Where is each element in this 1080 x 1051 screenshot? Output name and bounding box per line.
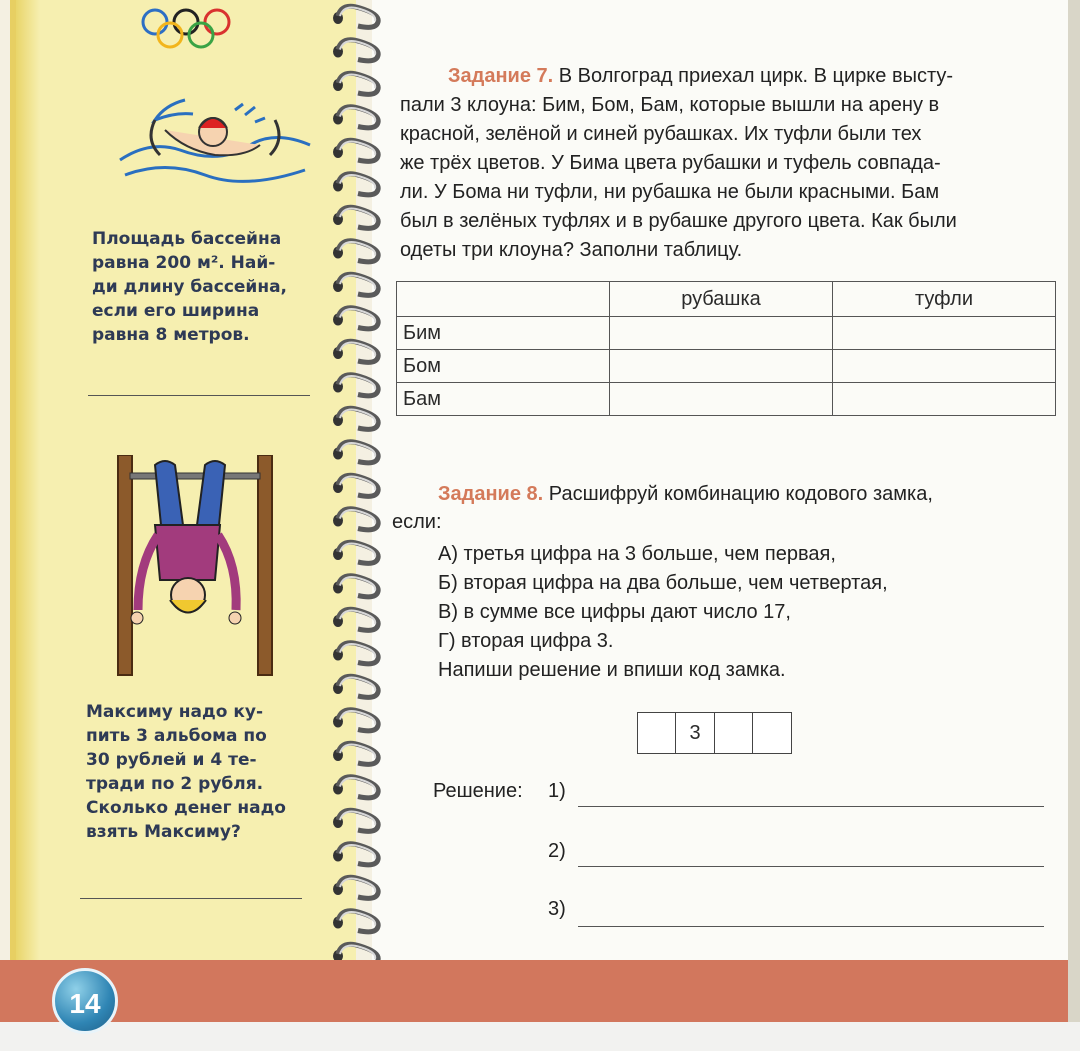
text-line: 30 рублей и 4 те- [86, 750, 257, 770]
spiral-coil [333, 844, 378, 865]
spiral-coil [333, 777, 378, 798]
row-label: Бом [397, 350, 610, 383]
table-header-cell: туфли [833, 282, 1056, 317]
lock-digit-box[interactable]: 3 [675, 712, 715, 754]
lock-digit-box[interactable] [714, 712, 754, 754]
text-line: ди длину бассейна, [92, 277, 288, 297]
table-header-row [397, 282, 1056, 317]
row-label: Бим [397, 317, 610, 350]
task-7-heading: Задание 7. [448, 65, 554, 87]
spiral-coil [333, 341, 378, 362]
spiral-coil [333, 576, 378, 597]
sidebar-puzzle-money [86, 700, 311, 844]
spiral-coil [333, 73, 378, 94]
condition-item: А) третья цифра на 3 больше, чем первая, [438, 543, 836, 565]
spiral-coil [333, 308, 378, 329]
bottom-margin [0, 1022, 1080, 1051]
condition-item: В) в сумме все цифры дают число 17, [438, 601, 791, 623]
spiral-coil [333, 375, 378, 396]
spiral-coil [333, 207, 378, 228]
spiral-coil [333, 911, 378, 932]
spiral-coil [333, 676, 378, 697]
text-line: Расшифруй комбинацию кодового замка, [548, 483, 933, 505]
spiral-coil [333, 174, 378, 195]
task-7 [400, 62, 1060, 265]
table-cell[interactable] [833, 383, 1056, 416]
solution-step-number: 2) [548, 840, 566, 862]
spiral-coil [333, 743, 378, 764]
table-header-cell: рубашка [610, 282, 833, 317]
text-line: взять Максиму? [86, 822, 241, 842]
spiral-coil [333, 810, 378, 831]
solution-step-number: 3) [548, 898, 566, 920]
solution-line[interactable] [578, 926, 1044, 927]
table-row [397, 383, 1056, 416]
spiral-coil [333, 710, 378, 731]
kid-on-bar-illustration [110, 455, 290, 685]
row-label: Бам [397, 383, 610, 416]
lock-code-boxes [638, 712, 792, 754]
text-line: красной, зелёной и синей рубашках. Их туфли были тех [400, 123, 922, 145]
spiral-coil [333, 241, 378, 262]
text-line: пали 3 клоуна: Бим, Бом, Бам, которые вышли на арену в [400, 94, 940, 116]
text-line: пить 3 альбома по [86, 726, 267, 746]
sidebar-puzzle-pool [92, 227, 312, 347]
answer-line[interactable] [88, 395, 310, 396]
swimmer-illustration [115, 90, 315, 195]
task-7-line [400, 62, 1060, 91]
table-header-cell [397, 282, 610, 317]
spiral-coil [333, 475, 378, 496]
page-number-badge: 14 [52, 968, 118, 1034]
spiral-coil [333, 274, 378, 295]
solution-step-number: 1) [548, 780, 566, 802]
table-cell[interactable] [610, 350, 833, 383]
spiral-coil [333, 944, 378, 960]
lock-digit-box[interactable] [637, 712, 677, 754]
task-8-intro2: если: [392, 511, 442, 533]
spiral-coil [333, 40, 378, 61]
text-line: ли. У Бома ни туфли, ни рубашка не были красными. Бам [400, 181, 940, 203]
solution-line[interactable] [578, 866, 1044, 867]
table-row [397, 317, 1056, 350]
lock-digit-box[interactable] [752, 712, 792, 754]
bottom-band [0, 960, 1068, 1022]
spiral-coil [333, 6, 378, 27]
spiral-coil [333, 140, 378, 161]
spiral-coil [333, 643, 378, 664]
text-line: Площадь бассейна [92, 229, 282, 249]
answer-line[interactable] [80, 898, 302, 899]
olympic-rings-icon [140, 5, 235, 55]
solution-line[interactable] [578, 806, 1044, 807]
spiral-coil [333, 442, 378, 463]
text-line: Сколько денег надо [86, 798, 286, 818]
text-line: если его ширина [92, 301, 260, 321]
text-line: одеты три клоуна? Заполни таблицу. [400, 239, 743, 261]
table-cell[interactable] [833, 350, 1056, 383]
text-line: тради по 2 рубля. [86, 774, 264, 794]
table-cell[interactable] [610, 317, 833, 350]
spiral-coil [333, 542, 378, 563]
text-line: же трёх цветов. У Бима цвета рубашки и туфель совпада- [400, 152, 941, 174]
text-line: равна 8 метров. [92, 325, 250, 345]
task-8-title-line [438, 480, 1058, 509]
page-edge [1068, 0, 1080, 1051]
spiral-coil [333, 107, 378, 128]
table-cell[interactable] [833, 317, 1056, 350]
clowns-table [396, 281, 1056, 416]
solution-label: Решение: [433, 780, 523, 802]
text-line: был в зелёных туфлях и в рубашке другого цвета. Как были [400, 210, 957, 232]
condition-item: Б) вторая цифра на два больше, чем четвертая, [438, 572, 888, 594]
table-cell[interactable] [610, 383, 833, 416]
text-line: Максиму надо ку- [86, 702, 264, 722]
spiral-coil [333, 877, 378, 898]
task-8-heading: Задание 8. [438, 483, 544, 505]
text-line: В Волгоград приехал цирк. В цирке высту- [558, 65, 954, 87]
spiral-coil [333, 509, 378, 530]
spiral-coil [333, 408, 378, 429]
condition-item: Г) вторая цифра 3. [438, 630, 614, 652]
text-line: равна 200 м². Най- [92, 253, 276, 273]
task-8-instruction: Напиши решение и впиши код замка. [438, 659, 786, 681]
spiral-binding [330, 0, 390, 960]
spiral-coil [333, 609, 378, 630]
table-row [397, 350, 1056, 383]
